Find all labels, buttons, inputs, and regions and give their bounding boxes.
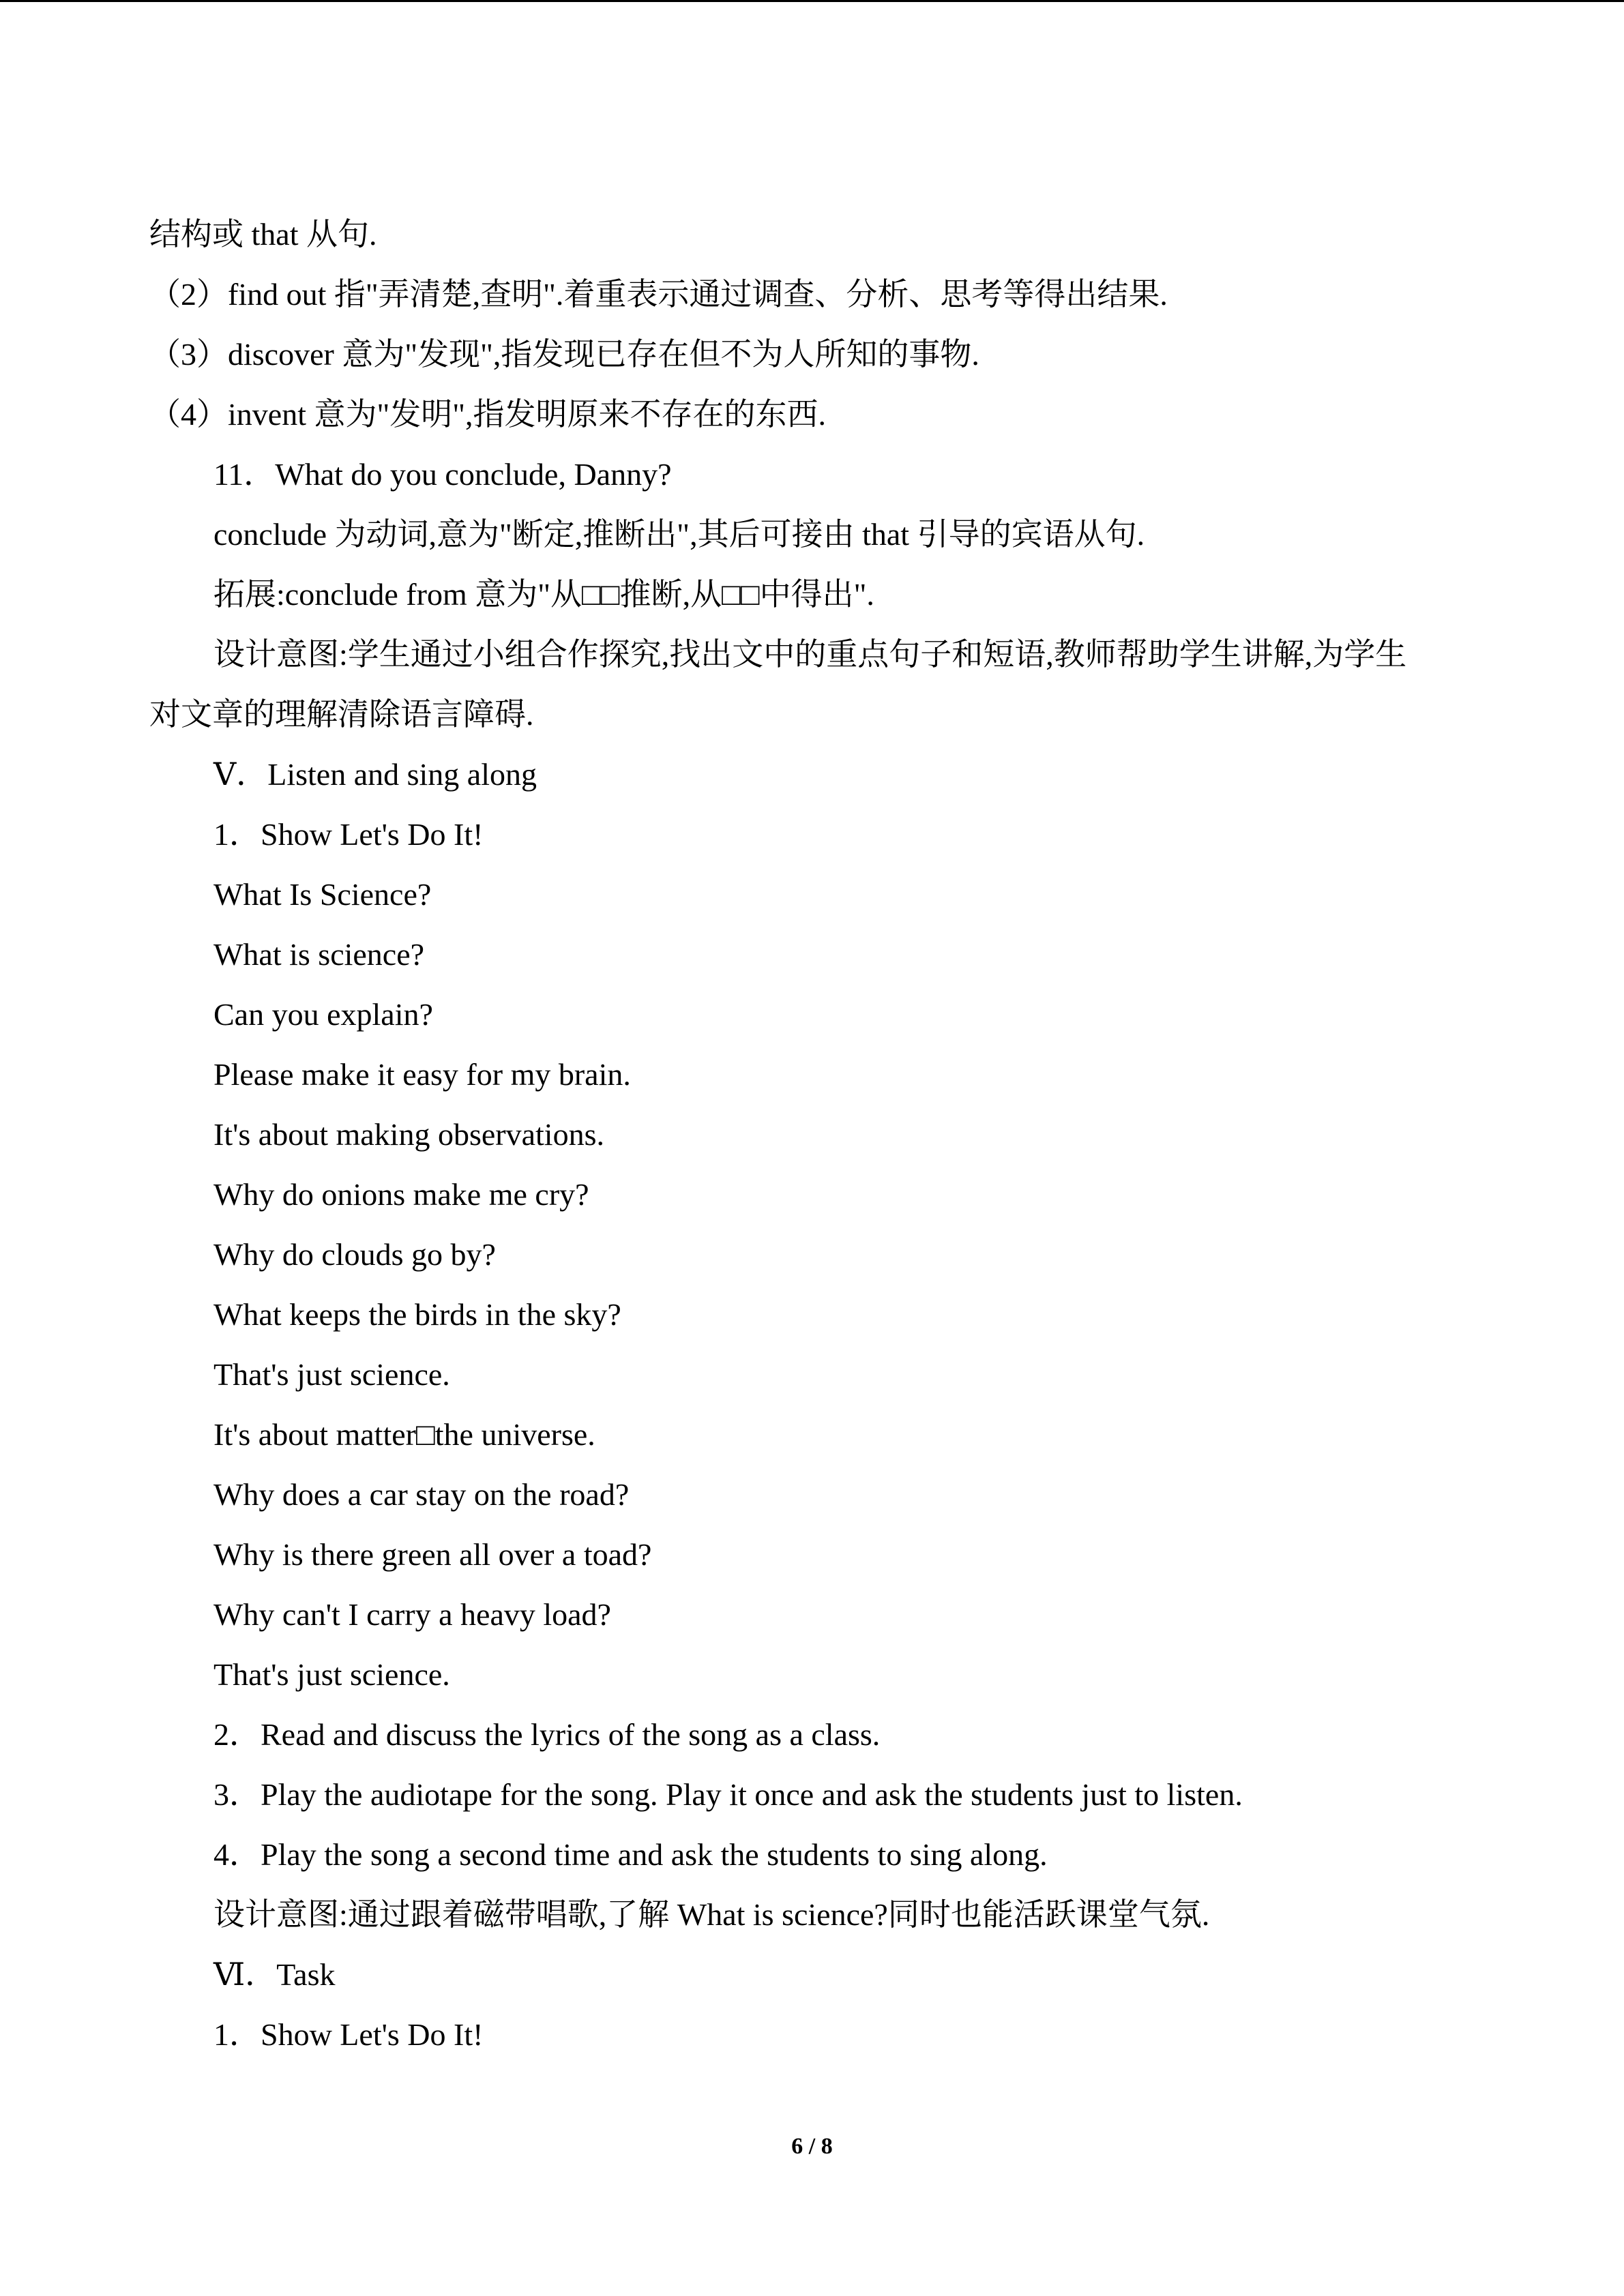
song-line: What Is Science? — [213, 877, 432, 912]
text-line: 11．What do you conclude, Danny? — [213, 457, 672, 492]
song-line: Why can't I carry a heavy load? — [213, 1597, 611, 1632]
song-line: Why do onions make me cry? — [213, 1177, 589, 1212]
text-line: （2）find out 指"弄清楚,查明".着重表示通过调查、分析、思考等得出结果. — [149, 277, 1168, 312]
song-line: Please make it easy for my brain. — [213, 1057, 631, 1092]
text-line: （4）invent 意为"发明",指发明原来不存在的东西. — [149, 397, 827, 432]
song-line: What keeps the birds in the sky? — [213, 1297, 621, 1332]
text-line: （3）discover 意为"发现",指发现已存在但不为人所知的事物. — [149, 337, 979, 372]
section-heading: Ⅵ．Task — [213, 1957, 336, 1992]
song-line: Why do clouds go by? — [213, 1237, 496, 1272]
song-line: That's just science. — [213, 1657, 450, 1692]
text-line: 设计意图:学生通过小组合作探究,找出文中的重点句子和短语,教师帮助学生讲解,为学生 — [213, 637, 1407, 672]
song-line: It's about making observations. — [213, 1117, 604, 1152]
text-line: 对文章的理解清除语言障碍. — [149, 697, 534, 732]
song-line: Can you explain? — [213, 997, 433, 1032]
song-line: What is science? — [213, 937, 425, 972]
page-number: 6 / 8 — [791, 2134, 833, 2159]
song-line: It's about matter□the universe. — [213, 1417, 595, 1452]
text-line: conclude 为动词,意为"断定,推断出",其后可接由 that 引导的宾语从句. — [213, 517, 1145, 552]
text-line: 3．Play the audiotape for the song. Play it once and ask the students just to listen. — [213, 1777, 1243, 1812]
text-line: 1．Show Let's Do It! — [213, 817, 484, 852]
song-line: That's just science. — [213, 1357, 450, 1392]
text-line: 4．Play the song a second time and ask the students to sing along. — [213, 1837, 1048, 1872]
song-line: Why does a car stay on the road? — [213, 1477, 630, 1512]
text-line: 拓展:conclude from 意为"从□□推断,从□□中得出". — [213, 577, 874, 612]
section-heading: Ⅴ．Listen and sing along — [213, 757, 537, 792]
text-line: 设计意图:通过跟着磁带唱歌,了解 What is science?同时也能活跃课堂气氛. — [213, 1897, 1210, 1932]
text-line: 结构或 that 从句. — [149, 217, 377, 252]
song-line: Why is there green all over a toad? — [213, 1537, 652, 1572]
text-line: 1．Show Let's Do It! — [213, 2017, 484, 2052]
text-line: 2．Read and discuss the lyrics of the song as a class. — [213, 1717, 881, 1752]
